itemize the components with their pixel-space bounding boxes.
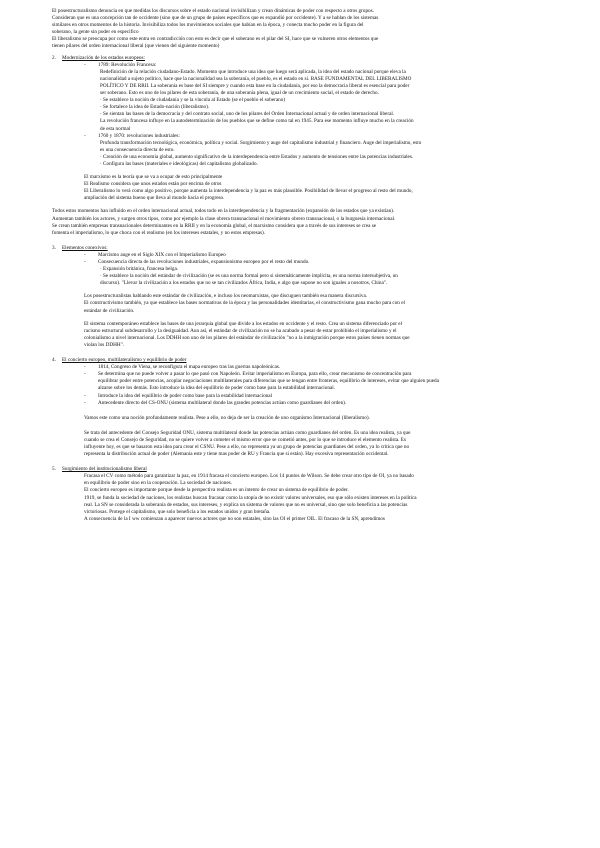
dash-bullet-icon: - [84, 399, 86, 406]
bullet-title: 1760 y 1870: revoluciones industriales: [98, 132, 180, 139]
text-line: · Configura las bases (materiales e ideológicas) del capitalismo globalizado. [100, 160, 258, 167]
dash-bullet-icon: - [84, 371, 86, 378]
text-line: El liberalismo se preocupa por como este entra en contradicción con esto es decir que el soberano es el pilar del SI, hace que se vulneren otros elementos que [52, 36, 379, 43]
text-line: Aumentan también los actores, y surgen otros tipos, como por ejemplo la clase obrera transnacional el movimiento obrero transnacional, o la burguesía internacional. [52, 215, 396, 222]
section-title: Surgimiento del institucionalismo liberal [62, 466, 147, 473]
text-line: La revolución francesa influye en la autodeterminación de los pueblos que se define como tal en 1945. Para ese momento influye mucho en la creación [100, 118, 414, 125]
section-paragraph [84, 430, 562, 458]
text-line: Se determina que no puede volver a pasar lo que pasó con Napoleón. Evitar imperialismo en Europa, para ello, crear mecanismo de concentración para [98, 371, 412, 378]
text-line: · Se establece la noción del estándar de civilización (se es una norma formal pero si sistemáticamente implícita, es una norma intersubjetiva, un [100, 273, 398, 280]
dash-bullet-icon: - [84, 132, 86, 139]
text-line: POLÍTICO Y DE RRII. La soberanía es base del SI siempre y cuando esta base en la ciudadanía, por eso la democracia liberal es esencial para poder [100, 82, 410, 89]
bullet-text: Consecuencia directa de las revoluciones industriales, expansionismo europeo por el resto del mundo. [98, 259, 310, 265]
text-line: Todos estos momentos han influido en el orden internacional actual, todos todo en la interdependencia y la fragmentación (expansión de los estados que ya existían). [52, 208, 395, 215]
text-line: tienen pilares del orden internacional liberal (que vienen del siguiente momento) [52, 43, 220, 50]
text-line: Profunda transformación tecnológica, económica, política y social. Surgimiento y auge del capitalismo industrial y financiero. Auge del imperialismo, esto [100, 139, 422, 146]
bullet-body [100, 69, 562, 133]
text-line: cuando se crea el Consejo de Seguridad, no se quiere volver a cometer el mismo error que se cometió antes, por lo que se introduce el elemento realista. Es [84, 436, 406, 443]
text-line: El marxismo es la teoría que se va a ocupar de esto principalmente [84, 174, 223, 181]
text-line: · Se fortalece la idea de Estado-nación (liberalismo). [100, 104, 210, 111]
bullet-text [98, 371, 439, 392]
section-number: 2. [52, 54, 56, 61]
text-line: racismo estructural subdesarrollo y la desigualdad. Aun así, el estándar de civilización no se ha acabado a pesar de estar prohibido el imperialismo y el [84, 327, 397, 334]
text-line: A consecuencia de la I ww comienzan a aparecer nuevos actores que no son estatales, sino las OI el primer OIL. El fracaso de la SN, aprendimos [84, 515, 385, 522]
text-line: es una consecuencia directa de esto. [100, 146, 175, 153]
section-title: El concierto europeo, multilateralismo y equilibrio de poder [62, 357, 187, 364]
section-paragraph [84, 293, 562, 314]
text-line: colonialismo a nivel internacional. Los DDHH son uno de los pilares del estándar de civilización "no a la inmigración porque estos países tienen normas que [84, 334, 410, 341]
dash-bullet-icon: - [84, 259, 86, 265]
section-paragraph [84, 473, 562, 523]
text-line: discurso). "Llevar la civilización a los estados que no se tan civilizados África, India, e algo que supone no son iguales a nosotros, China". [100, 280, 388, 287]
bullet-item [84, 252, 562, 259]
text-line: ampliación del sistema bueno que lleva al mundo hacia el progreso. [84, 195, 225, 202]
text-line: real. La SN se considerada la soberanía de estados, sus intereses, y explica un sistema de valores que no es universal, sino que solo beneficia a las potencias [84, 501, 408, 508]
body-paragraph [52, 208, 562, 236]
text-line: de esta normal [100, 125, 131, 132]
section-heading [52, 245, 562, 252]
text-line: ser soberano. Esto es uno de los pilares de esta soberanía, de una soberanía plena, igual de un crecimiento social, el estado de derecho. [100, 90, 379, 97]
bullet-item [84, 62, 562, 69]
text-line: Los posestructuralistas hablando este estándar de civilización, e incluso los neomarxistas, que discuguen también esa manera discursiva. [84, 293, 368, 300]
text-line: influyente hoy, es que se basaron esta idea para crear el CSNU. Pese a ello, no representa ya un grupo de potencias guardianes del orden, ya lo critica que no [84, 443, 410, 450]
dash-bullet-icon: - [84, 251, 86, 258]
bullet-text: 1814, Congreso de Viena, se reconfigura el mapa europeo tras las guerras napoleónicas. [98, 364, 281, 371]
section-heading [52, 55, 562, 62]
bullet-item [84, 393, 562, 400]
document-page [52, 8, 562, 523]
bullet-item [84, 400, 562, 407]
section-paragraph [84, 321, 562, 349]
section-number: 5. [52, 466, 56, 473]
text-line: Fracasa el CV como método para garantizar la paz, en 1914 fracasa el concierto europeo. Los 14 puntos de Wilson. Se debe crear otro tipo de OI, ya no basado [84, 473, 414, 480]
bullet-body [100, 266, 562, 287]
text-line: Redefinición de la relación ciudadano-Estado. Momento que introduce una idea que luego será aplicada, la idea del estado nacional porque eleva la [100, 68, 406, 75]
text-line: estándar de civilización. [84, 307, 135, 314]
text-line: victoriosas. Protege el capitalismo, que solo beneficia a los estados unidos y gran bretaña. [84, 508, 271, 515]
text-line: El concierto europeo es importante porque desde la perspectiva realista es un intento de crear un sistema de equilibrio de poder. [84, 487, 349, 494]
dash-bullet-icon: - [84, 61, 86, 68]
text-line: equilibrar poder entre potencias, acoplar negociaciones multilaterales para diferencias que se tengan entre fronteras, equilibrio de intereses, evitar que alguien pueda [98, 378, 439, 385]
section-note [84, 174, 562, 202]
text-line: 1919, se funda la sociedad de naciones, los realistas buscan fracasar como la utopía de no existir valores universales, eso que sólo existen intereses en la política [84, 494, 417, 501]
bullet-item [84, 133, 562, 140]
text-line: Consideran que es una concepción tan de occidente (sino que de un grupo de países específicos que es expandió por occidente). Y a se hablan de los sistemas [52, 15, 379, 22]
text-line: similares en otros momentos de la historia. Invisibiliza todos los movimientos sociales que habían en la época, y conecta mucho poder en la figura del [52, 22, 364, 29]
text-line: Se trata del antecedente del Consejo Seguridad ONU, sistema multilateral donde las potencias actúan como guardianes del orden. Es una idea realista, ya que [84, 429, 411, 436]
text-line: · Expansión británica, francesa belga. [100, 266, 179, 273]
text-line: · Se establece la noción de ciudadanía y se la vincula al Estado (se el pueblo el soberano) [100, 97, 286, 104]
dash-bullet-icon: - [84, 392, 86, 399]
text-line: · Se sientan las bases de la democracia y del contrato social, uno de los pilares del Orden Internacional actual y de orden internacional liberal. [100, 111, 395, 118]
text-line: violan los DDHH". [84, 341, 125, 348]
section-title: Modernización de los estados europeos: [62, 54, 145, 61]
text-line: alzarse sobre los demás. Esto introduce la idea del equilibrio de poder como base para la estabilidad internacional. [98, 385, 335, 392]
section-title: Elementos conexivos: [62, 244, 108, 251]
section-paragraph [84, 415, 562, 422]
bullet-item [84, 371, 562, 392]
bullet-text: Antecedente directo del CS-ONU (sistema multilateral donde las grandes potencias actúan como guardianes del orden). [98, 399, 347, 406]
text-line: Vamos este como una noción profundamente realista. Pese a ello, no deja de ser la creación de uno organismo Internacional (liberalismo). [84, 414, 370, 421]
intro-paragraph [52, 8, 562, 51]
section-number: 4. [52, 357, 56, 364]
text-line: El constructivismo también, ya que establece las bases normativas de la época y las personalidades identitarias, el constructivismo gana mucho para con el [84, 300, 405, 307]
text-line: nacionalidad a sujeto político, hace que la nacionalidad sea la soberanía, el pueblo, es el estado en sí. BASE FUNDAMENTAL DEL LIBERALISMO [100, 75, 412, 82]
text-line: representa la distribución actual de poder (Alemania este y tiene mas poder de RU y Francia que si están). Hay excesiva representación occidental. [84, 451, 389, 458]
dash-bullet-icon: - [84, 364, 86, 371]
bullet-text: Introduce la idea del equilibrio de poder como base para la estabilidad internacional [98, 392, 272, 399]
text-line: · Creación de una economía global, aumento significativo de la interdependencia entre Estados y aumento de tensiones entre las potencias industriales. [100, 153, 414, 160]
section-number: 3. [52, 244, 56, 251]
text-line: soberano, la gente sin poder en especifico [52, 29, 139, 36]
text-line: El Realismo considera que unos estados están por encima de otros [84, 181, 222, 188]
text-line: fomenta el imperialismo, lo que choca con el realismo (en los intereses estatales, y no estos empresas). [52, 229, 266, 236]
text-line: El sistema contemporáneo establece las bases de una jerarquía global que divide a los estados en occidente y el resto. Crea un sistema diferenciado por el [84, 320, 403, 327]
text-line: El Liberalismo lo verá como algo positivo, porque aumenta la interdependencia y la paz es más plausible. Posibilidad de llevar el progreso al resto del mundo, [84, 188, 413, 195]
text-line: Se crean también empresas transnacionales determinantes en la RRII y en la economía global, el marxismo considera que a través de sus intereses se crea se [52, 222, 377, 229]
bullet-body [100, 140, 562, 168]
bullet-text: Marcismo auge en el Siglo XIX con el Imperialismo Europeo [98, 251, 226, 258]
bullet-title: 1789: Revolución Francesa: [98, 61, 157, 68]
bullet-item [84, 364, 562, 371]
text-line: El posestructuralismo denuncia en que medidas los discursos sobre el estado nacional invisibilizan y crean dinámicas de poder con respecto a otros grupos. [52, 8, 374, 14]
text-line: en equilibrio de poder sino en la cooperación. La sociedad de naciones. [84, 480, 232, 487]
